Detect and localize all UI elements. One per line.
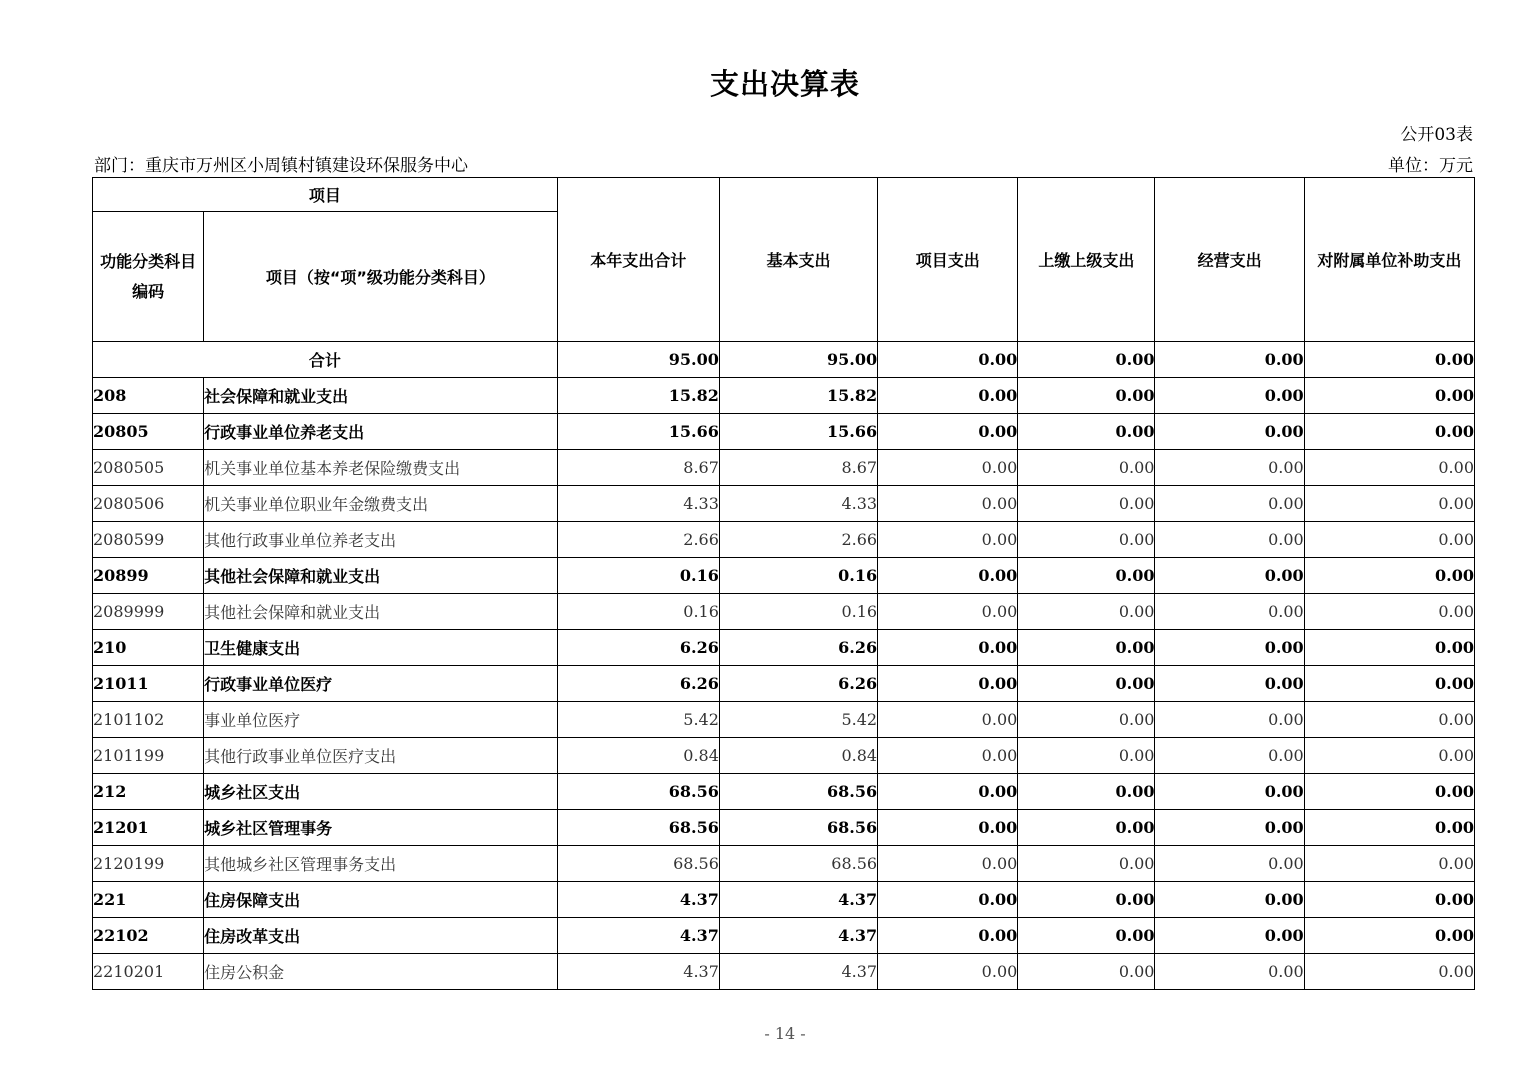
header-code: 功能分类科目编码 — [93, 212, 204, 342]
cell-basic: 68.56 — [719, 810, 877, 846]
cell-code: 2210201 — [93, 954, 204, 990]
cell-total: 0.16 — [557, 594, 719, 630]
cell-total: 4.37 — [557, 954, 719, 990]
cell-basic: 5.42 — [719, 702, 877, 738]
cell-operating: 0.00 — [1155, 486, 1304, 522]
cell-subsidy: 0.00 — [1304, 774, 1474, 810]
cell-name: 住房保障支出 — [204, 882, 558, 918]
cell-basic: 4.37 — [719, 882, 877, 918]
cell-upper-level: 0.00 — [1018, 378, 1155, 414]
cell-total: 5.42 — [557, 702, 719, 738]
cell-subsidy: 0.00 — [1304, 666, 1474, 702]
cell-basic: 6.26 — [719, 630, 877, 666]
cell-project-expenditure: 0.00 — [878, 630, 1018, 666]
cell-project-expenditure: 0.00 — [878, 666, 1018, 702]
cell-code: 21011 — [93, 666, 204, 702]
cell-operating: 0.00 — [1155, 918, 1304, 954]
cell-project-expenditure: 0.00 — [878, 954, 1018, 990]
table-row — [93, 810, 1475, 846]
cell-project-expenditure: 0.00 — [878, 558, 1018, 594]
table-row — [93, 774, 1475, 810]
cell-operating: 0.00 — [1155, 774, 1304, 810]
cell-total: 6.26 — [557, 666, 719, 702]
summary-basic: 95.00 — [719, 342, 877, 378]
cell-project-expenditure: 0.00 — [878, 414, 1018, 450]
table-row — [93, 594, 1475, 630]
cell-name: 行政事业单位养老支出 — [204, 414, 558, 450]
cell-upper-level: 0.00 — [1018, 558, 1155, 594]
summary-row — [93, 342, 1475, 378]
cell-basic: 15.82 — [719, 378, 877, 414]
cell-code: 212 — [93, 774, 204, 810]
cell-subsidy: 0.00 — [1304, 558, 1474, 594]
cell-project-expenditure: 0.00 — [878, 522, 1018, 558]
cell-code: 20899 — [93, 558, 204, 594]
cell-upper-level: 0.00 — [1018, 594, 1155, 630]
cell-operating: 0.00 — [1155, 594, 1304, 630]
table-row — [93, 954, 1475, 990]
header-project: 项目 — [93, 178, 558, 212]
cell-code: 208 — [93, 378, 204, 414]
cell-name: 其他社会保障和就业支出 — [204, 594, 558, 630]
cell-subsidy: 0.00 — [1304, 702, 1474, 738]
cell-code: 2101102 — [93, 702, 204, 738]
cell-name: 社会保障和就业支出 — [204, 378, 558, 414]
summary-upper-level: 0.00 — [1018, 342, 1155, 378]
cell-upper-level: 0.00 — [1018, 450, 1155, 486]
cell-upper-level: 0.00 — [1018, 882, 1155, 918]
cell-basic: 15.66 — [719, 414, 877, 450]
table-row — [93, 558, 1475, 594]
cell-total: 0.84 — [557, 738, 719, 774]
cell-operating: 0.00 — [1155, 630, 1304, 666]
cell-operating: 0.00 — [1155, 846, 1304, 882]
cell-basic: 6.26 — [719, 666, 877, 702]
cell-subsidy: 0.00 — [1304, 486, 1474, 522]
cell-name: 行政事业单位医疗 — [204, 666, 558, 702]
cell-name: 住房改革支出 — [204, 918, 558, 954]
cell-code: 2089999 — [93, 594, 204, 630]
cell-subsidy: 0.00 — [1304, 522, 1474, 558]
cell-subsidy: 0.00 — [1304, 594, 1474, 630]
cell-basic: 4.33 — [719, 486, 877, 522]
header-basic: 基本支出 — [719, 178, 877, 342]
cell-operating: 0.00 — [1155, 522, 1304, 558]
cell-name: 城乡社区支出 — [204, 774, 558, 810]
cell-name: 机关事业单位职业年金缴费支出 — [204, 486, 558, 522]
cell-project-expenditure: 0.00 — [878, 378, 1018, 414]
cell-name: 住房公积金 — [204, 954, 558, 990]
cell-basic: 4.37 — [719, 954, 877, 990]
summary-subsidy: 0.00 — [1304, 342, 1474, 378]
summary-operating: 0.00 — [1155, 342, 1304, 378]
cell-total: 68.56 — [557, 810, 719, 846]
cell-upper-level: 0.00 — [1018, 846, 1155, 882]
cell-code: 2080505 — [93, 450, 204, 486]
cell-upper-level: 0.00 — [1018, 630, 1155, 666]
form-number: 公开03表 — [1400, 125, 1473, 145]
cell-upper-level: 0.00 — [1018, 486, 1155, 522]
cell-upper-level: 0.00 — [1018, 522, 1155, 558]
expenditure-table — [92, 177, 1475, 990]
cell-basic: 4.37 — [719, 918, 877, 954]
department-label: 部门：重庆市万州区小周镇村镇建设环保服务中心 — [94, 156, 468, 176]
cell-code: 20805 — [93, 414, 204, 450]
cell-code: 2101199 — [93, 738, 204, 774]
cell-total: 4.37 — [557, 918, 719, 954]
unit-label: 单位：万元 — [1388, 156, 1473, 176]
cell-subsidy: 0.00 — [1304, 630, 1474, 666]
table-row — [93, 414, 1475, 450]
cell-upper-level: 0.00 — [1018, 666, 1155, 702]
cell-basic: 2.66 — [719, 522, 877, 558]
cell-code: 210 — [93, 630, 204, 666]
header-project-expenditure: 项目支出 — [878, 178, 1018, 342]
header-name: 项目（按“项”级功能分类科目） — [204, 212, 558, 342]
cell-name: 其他城乡社区管理事务支出 — [204, 846, 558, 882]
cell-upper-level: 0.00 — [1018, 774, 1155, 810]
cell-name: 卫生健康支出 — [204, 630, 558, 666]
table-row — [93, 666, 1475, 702]
cell-basic: 68.56 — [719, 774, 877, 810]
cell-subsidy: 0.00 — [1304, 810, 1474, 846]
cell-project-expenditure: 0.00 — [878, 846, 1018, 882]
cell-operating: 0.00 — [1155, 450, 1304, 486]
table-row — [93, 486, 1475, 522]
cell-name: 其他行政事业单位养老支出 — [204, 522, 558, 558]
cell-project-expenditure: 0.00 — [878, 882, 1018, 918]
cell-total: 6.26 — [557, 630, 719, 666]
cell-project-expenditure: 0.00 — [878, 702, 1018, 738]
table-row — [93, 702, 1475, 738]
cell-upper-level: 0.00 — [1018, 702, 1155, 738]
cell-upper-level: 0.00 — [1018, 954, 1155, 990]
header-upper-level: 上缴上级支出 — [1018, 178, 1155, 342]
summary-project-expenditure: 0.00 — [878, 342, 1018, 378]
page-number: - 14 - — [764, 1024, 806, 1043]
cell-operating: 0.00 — [1155, 702, 1304, 738]
cell-project-expenditure: 0.00 — [878, 918, 1018, 954]
cell-subsidy: 0.00 — [1304, 414, 1474, 450]
table-row — [93, 450, 1475, 486]
cell-project-expenditure: 0.00 — [878, 486, 1018, 522]
cell-name: 城乡社区管理事务 — [204, 810, 558, 846]
cell-operating: 0.00 — [1155, 378, 1304, 414]
cell-project-expenditure: 0.00 — [878, 774, 1018, 810]
cell-total: 4.37 — [557, 882, 719, 918]
summary-total: 95.00 — [557, 342, 719, 378]
table-row — [93, 846, 1475, 882]
cell-code: 2120199 — [93, 846, 204, 882]
cell-basic: 0.16 — [719, 594, 877, 630]
cell-total: 8.67 — [557, 450, 719, 486]
header-total: 本年支出合计 — [557, 178, 719, 342]
table-row — [93, 738, 1475, 774]
cell-code: 22102 — [93, 918, 204, 954]
cell-basic: 8.67 — [719, 450, 877, 486]
cell-operating: 0.00 — [1155, 810, 1304, 846]
cell-operating: 0.00 — [1155, 882, 1304, 918]
cell-operating: 0.00 — [1155, 738, 1304, 774]
cell-operating: 0.00 — [1155, 954, 1304, 990]
cell-basic: 0.84 — [719, 738, 877, 774]
cell-code: 2080506 — [93, 486, 204, 522]
cell-operating: 0.00 — [1155, 558, 1304, 594]
cell-project-expenditure: 0.00 — [878, 450, 1018, 486]
summary-label: 合计 — [93, 342, 558, 378]
cell-project-expenditure: 0.00 — [878, 594, 1018, 630]
cell-project-expenditure: 0.00 — [878, 810, 1018, 846]
cell-total: 15.82 — [557, 378, 719, 414]
cell-subsidy: 0.00 — [1304, 846, 1474, 882]
header-operating: 经营支出 — [1155, 178, 1304, 342]
table-row — [93, 882, 1475, 918]
table-row — [93, 522, 1475, 558]
cell-upper-level: 0.00 — [1018, 738, 1155, 774]
cell-code: 2080599 — [93, 522, 204, 558]
cell-total: 4.33 — [557, 486, 719, 522]
cell-name: 事业单位医疗 — [204, 702, 558, 738]
cell-subsidy: 0.00 — [1304, 954, 1474, 990]
cell-basic: 68.56 — [719, 846, 877, 882]
table-row — [93, 918, 1475, 954]
cell-upper-level: 0.00 — [1018, 414, 1155, 450]
cell-total: 0.16 — [557, 558, 719, 594]
cell-total: 68.56 — [557, 774, 719, 810]
cell-operating: 0.00 — [1155, 414, 1304, 450]
cell-total: 68.56 — [557, 846, 719, 882]
cell-basic: 0.16 — [719, 558, 877, 594]
cell-code: 221 — [93, 882, 204, 918]
cell-name: 其他行政事业单位医疗支出 — [204, 738, 558, 774]
cell-subsidy: 0.00 — [1304, 918, 1474, 954]
table-row — [93, 630, 1475, 666]
cell-upper-level: 0.00 — [1018, 810, 1155, 846]
cell-upper-level: 0.00 — [1018, 918, 1155, 954]
table-row — [93, 378, 1475, 414]
cell-project-expenditure: 0.00 — [878, 738, 1018, 774]
cell-total: 2.66 — [557, 522, 719, 558]
cell-name: 其他社会保障和就业支出 — [204, 558, 558, 594]
cell-subsidy: 0.00 — [1304, 378, 1474, 414]
cell-operating: 0.00 — [1155, 666, 1304, 702]
cell-name: 机关事业单位基本养老保险缴费支出 — [204, 450, 558, 486]
cell-total: 15.66 — [557, 414, 719, 450]
page-title: 支出决算表 — [709, 67, 860, 101]
cell-subsidy: 0.00 — [1304, 738, 1474, 774]
cell-subsidy: 0.00 — [1304, 450, 1474, 486]
header-subsidy: 对附属单位补助支出 — [1304, 178, 1474, 342]
cell-code: 21201 — [93, 810, 204, 846]
cell-subsidy: 0.00 — [1304, 882, 1474, 918]
